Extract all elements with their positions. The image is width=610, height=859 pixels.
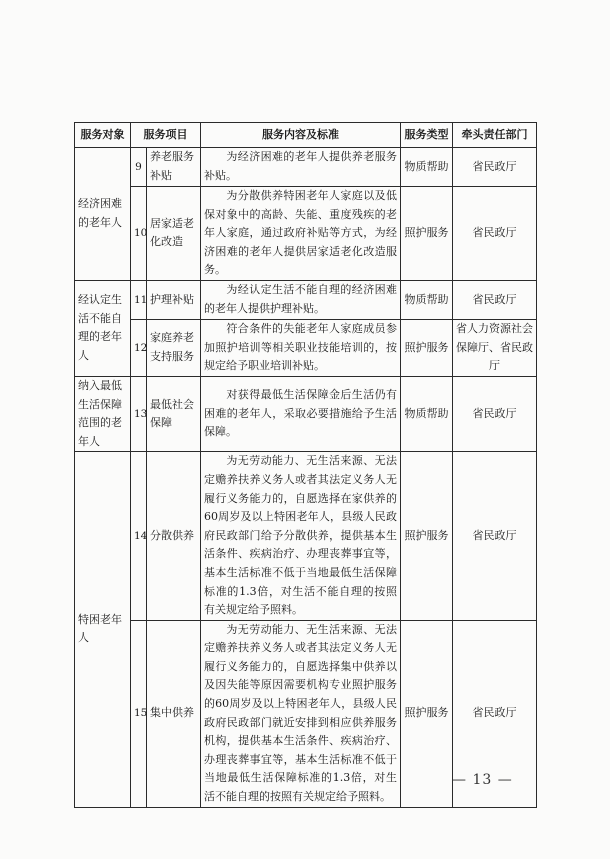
responsible-dept: 省人力资源社会保障厅、省民政厅 [453, 319, 537, 376]
row-number: 13 [131, 376, 147, 451]
responsible-dept: 省民政厅 [453, 280, 537, 319]
service-content: 为经济困难的老年人提供养老服务补贴。 [201, 148, 401, 187]
row-number: 15 [131, 620, 147, 807]
service-item: 护理补贴 [147, 280, 201, 319]
service-type: 照护服务 [401, 319, 453, 376]
service-type: 物质帮助 [401, 376, 453, 451]
table-row [75, 187, 537, 281]
service-item: 家庭养老支持服务 [147, 319, 201, 376]
responsible-dept: 省民政厅 [453, 148, 537, 187]
table-row [75, 376, 537, 451]
header-target: 服务对象 [75, 123, 131, 148]
header-content: 服务内容及标准 [201, 123, 401, 148]
service-item: 养老服务补贴 [147, 148, 201, 187]
header-dept: 牵头责任部门 [453, 123, 537, 148]
service-content: 符合条件的失能老年人家庭成员参加照护培训等相关职业技能培训的，按规定给予职业培训补贴。 [201, 319, 401, 376]
responsible-dept: 省民政厅 [453, 187, 537, 281]
row-number: 9 [131, 148, 147, 187]
service-content: 对获得最低生活保障金后生活仍有困难的老年人，采取必要措施给予生活保障。 [201, 376, 401, 451]
service-type: 照护服务 [401, 187, 453, 281]
services-table [74, 122, 537, 808]
row-number: 10 [131, 187, 147, 281]
header-row [75, 123, 537, 148]
service-target: 经认定生活不能自理的老年人 [75, 280, 131, 376]
service-target: 特困老年人 [75, 452, 131, 807]
service-type: 物质帮助 [401, 148, 453, 187]
responsible-dept: 省民政厅 [453, 376, 537, 451]
service-target: 经济困难的老年人 [75, 148, 131, 281]
table-row [75, 452, 537, 620]
responsible-dept: 省民政厅 [453, 452, 537, 620]
service-item: 分散供养 [147, 452, 201, 620]
service-item: 最低社会保障 [147, 376, 201, 451]
table-row [75, 148, 537, 187]
service-content: 为无劳动能力、无生活来源、无法定赡养扶养义务人或者其法定义务人无履行义务能力的，自愿选择集中供养以及因失能等原因需要机构专业照护服务的60周岁及以上特困老年人，县级人民政府民政部门就近安排到相应供养服务机构，提供基本生活条件、疾病治疗、办理丧葬事宜等，基本生活标准不低于当地最低生活保障标准的1.3倍，对生活不能自理的按照有关规定给予照料。 [201, 620, 401, 807]
row-number: 11 [131, 280, 147, 319]
header-type: 服务类型 [401, 123, 453, 148]
page-number: — 13 — [452, 772, 513, 788]
service-content: 为无劳动能力、无生活来源、无法定赡养扶养义务人或者其法定义务人无履行义务能力的，自愿选择在家供养的60周岁及以上特困老年人，县级人民政府民政部门给予分散供养，提供基本生活条件、疾病治疗、办理丧葬事宜等，基本生活标准不低于当地最低生活保障标准的1.3倍，对生活不能自理的按照有关规定给予照料。 [201, 452, 401, 620]
table-row [75, 319, 537, 376]
responsible-dept: 省民政厅 [453, 620, 537, 807]
service-content: 为经认定生活不能自理的经济困难的老年人提供护理补贴。 [201, 280, 401, 319]
row-number: 14 [131, 452, 147, 620]
header-item: 服务项目 [131, 123, 201, 148]
service-type: 物质帮助 [401, 280, 453, 319]
table-row [75, 280, 537, 319]
service-item: 集中供养 [147, 620, 201, 807]
service-target: 纳入最低生活保障范围的老年人 [75, 376, 131, 451]
service-type: 照护服务 [401, 620, 453, 807]
service-item: 居家适老化改造 [147, 187, 201, 281]
row-number: 12 [131, 319, 147, 376]
service-content: 为分散供养特困老年人家庭以及低保对象中的高龄、失能、重度残疾的老年人家庭，通过政府补贴等方式，为经济困难的老年人提供居家适老化改造服务。 [201, 187, 401, 281]
service-type: 照护服务 [401, 452, 453, 620]
